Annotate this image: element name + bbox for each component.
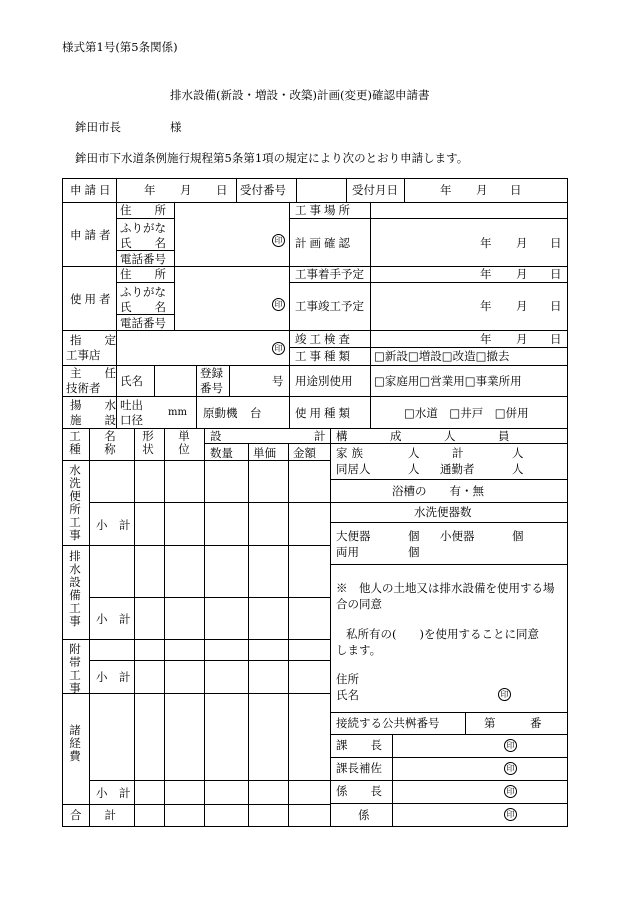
user-name-label: 氏 名 [120, 300, 166, 314]
section-expenses: 諸経費 [69, 723, 81, 763]
kachouhosa-seal-icon: 印 [504, 762, 517, 775]
applicant-seal-icon: 印 [272, 234, 285, 247]
receipt-date-label: 受付月日 [352, 183, 398, 197]
statement: 鉾田市下水道条例施行規程第5条第1項の規定により次のとおり申請します。 [75, 151, 469, 165]
section-ancillary-work: 附帯工事 [69, 642, 81, 695]
completion-year[interactable]: 年 [480, 332, 492, 346]
receipt-date-day[interactable]: 日 [510, 183, 522, 197]
usage-options[interactable]: □家庭用□営業用□事業所用 [374, 374, 522, 388]
use-type-label: 使用種類 [295, 406, 353, 420]
plan-confirm-month[interactable]: 月 [516, 236, 528, 250]
plan-confirm-label: 計画確認 [295, 236, 353, 250]
cohabitant-label: 同居人 [336, 462, 371, 476]
pump-label-1: 揚 水 [70, 398, 116, 412]
start-plan-label: 工事着手予定 [295, 267, 364, 281]
composition-header: 構 成 人 員 [336, 429, 512, 443]
user-address-label: 住 所 [120, 267, 166, 281]
basin-ban: 番 [530, 716, 542, 730]
form-title: 排水設備(新設・増設・改築)計画(変更)確認申請書 [170, 88, 430, 102]
apply-date-day[interactable]: 日 [216, 183, 228, 197]
toilet-count-header: 水洗便器数 [414, 505, 472, 519]
designated-label-2: 工事店 [66, 348, 101, 362]
form-number: 様式第1号(第5条関係) [62, 40, 178, 54]
basin-number-label: 接続する公共桝番号 [336, 716, 440, 730]
end-plan-month[interactable]: 月 [516, 299, 528, 313]
kakari-seal-icon: 印 [504, 785, 517, 798]
user-seal-icon: 印 [272, 298, 285, 311]
registration-go: 号 [272, 374, 284, 388]
subtotal-expenses: 小 計 [96, 786, 131, 800]
subtotal-toilet: 小 計 [96, 518, 131, 532]
subtotal-ancillary: 小 計 [96, 670, 131, 684]
commuter-label: 通勤者 [440, 462, 475, 476]
consent-seal-icon: 印 [498, 688, 511, 701]
addressee: 鉾田市長 [75, 120, 121, 134]
basin-dai: 第 [484, 716, 496, 730]
total-unit: 人 [512, 446, 524, 460]
cohabitant-unit: 人 [408, 462, 420, 476]
kakarii-label: 係 [358, 808, 370, 822]
end-plan-label: 工事竣工予定 [295, 299, 364, 313]
sekkei-header-2: 計 [314, 429, 326, 443]
end-plan-year[interactable]: 年 [480, 299, 492, 313]
outlet-label-2: 口径 [120, 413, 143, 427]
apply-date-year[interactable]: 年 [144, 183, 156, 197]
kachou-seal-icon: 印 [504, 739, 517, 752]
katachi-header: 形状 [142, 429, 154, 456]
grand-total-label: 合 計 [70, 808, 116, 822]
family-unit: 人 [408, 446, 420, 460]
receipt-date-month[interactable]: 月 [476, 183, 488, 197]
suuryou-header: 数量 [210, 446, 233, 460]
bathtub-label[interactable]: 浴槽の 有・無 [392, 484, 484, 498]
registration-label-1: 登録 [200, 366, 223, 380]
applicant-address-label: 住 所 [120, 203, 166, 217]
family-label: 家族 [336, 446, 367, 460]
completion-month[interactable]: 月 [516, 332, 528, 346]
work-place-label: 工事場所 [295, 203, 353, 217]
start-plan-day[interactable]: 日 [550, 267, 562, 281]
addressee-honorific: 様 [170, 120, 182, 134]
tani-header: 単位 [178, 429, 190, 456]
registration-label-2: 番号 [200, 381, 223, 395]
section-toilet-work: 水洗便所工事 [69, 463, 81, 542]
motor-label: 原動機 [203, 406, 238, 420]
usage-label: 用途別使用 [295, 374, 353, 388]
big-toilet-unit: 個 [408, 529, 420, 543]
applicant-phone-label: 電話番号 [120, 252, 166, 266]
start-plan-year[interactable]: 年 [480, 267, 492, 281]
plan-confirm-year[interactable]: 年 [480, 236, 492, 250]
pump-label-2: 施 設 [70, 413, 116, 427]
consent-address-label: 住所 [336, 672, 359, 686]
small-toilet-label: 小便器 [440, 529, 475, 543]
engineer-label-1: 主 任 [70, 366, 116, 380]
subtotal-drainage: 小 計 [96, 612, 131, 626]
big-toilet-label: 大便器 [336, 529, 371, 543]
work-type-label: 工事種類 [295, 349, 353, 363]
engineer-name-label: 氏名 [120, 374, 143, 388]
dual-toilet-unit: 個 [408, 545, 420, 559]
total-label: 計 [452, 446, 464, 460]
receipt-number-label: 受付番号 [240, 183, 286, 197]
work-type-options[interactable]: □新設□増設□改造□撤去 [374, 349, 510, 363]
consent-name-label: 氏名 [336, 688, 359, 702]
outlet-label-1: 吐出 [120, 398, 143, 412]
apply-date-month[interactable]: 月 [180, 183, 192, 197]
end-plan-day[interactable]: 日 [550, 299, 562, 313]
meishou-header: 名称 [104, 429, 116, 456]
consent-line-4: します。 [336, 643, 382, 657]
kachou-label: 課 長 [336, 738, 382, 752]
sekkei-header-1: 設 [210, 429, 222, 443]
start-plan-month[interactable]: 月 [516, 267, 528, 281]
kingaku-header: 金額 [293, 446, 316, 460]
engineer-label-2: 技術者 [66, 381, 101, 395]
small-toilet-unit: 個 [512, 529, 524, 543]
user-furigana-label: ふりがな [120, 285, 166, 299]
applicant-name-label: 氏 名 [120, 236, 166, 250]
plan-confirm-day[interactable]: 日 [550, 236, 562, 250]
designated-label-1: 指 定 [70, 333, 116, 347]
consent-line-1: ※ 他人の土地又は排水設備を使用する場 [336, 581, 555, 595]
receipt-date-year[interactable]: 年 [440, 183, 452, 197]
applicant-furigana-label: ふりがな [120, 221, 166, 235]
kouhu-header: 工種 [69, 429, 81, 456]
kachouhosa-label: 課長補佐 [336, 761, 382, 775]
use-type-options[interactable]: □水道 □井戸 □併用 [404, 406, 529, 420]
applicant-label: 申請者 [70, 228, 114, 242]
outlet-unit-mm: mm [168, 407, 187, 418]
kakari-label: 係 長 [336, 784, 382, 798]
user-label: 使用者 [70, 292, 114, 306]
user-phone-label: 電話番号 [120, 316, 166, 330]
commuter-unit: 人 [512, 462, 524, 476]
consent-line-3: 私所有の( )を使用することに同意 [346, 627, 539, 641]
consent-line-2: 合の同意 [336, 597, 382, 611]
kakarii-seal-icon: 印 [504, 808, 517, 821]
dual-toilet-label: 両用 [336, 545, 359, 559]
completion-check-label: 竣工検査 [295, 332, 353, 346]
completion-day[interactable]: 日 [550, 332, 562, 346]
section-drainage-work: 排水設備工事 [69, 549, 81, 628]
tanka-header: 単価 [253, 446, 276, 460]
apply-date-label: 申請日 [70, 183, 114, 197]
designated-seal-icon: 印 [272, 342, 285, 355]
motor-unit: 台 [250, 406, 262, 420]
